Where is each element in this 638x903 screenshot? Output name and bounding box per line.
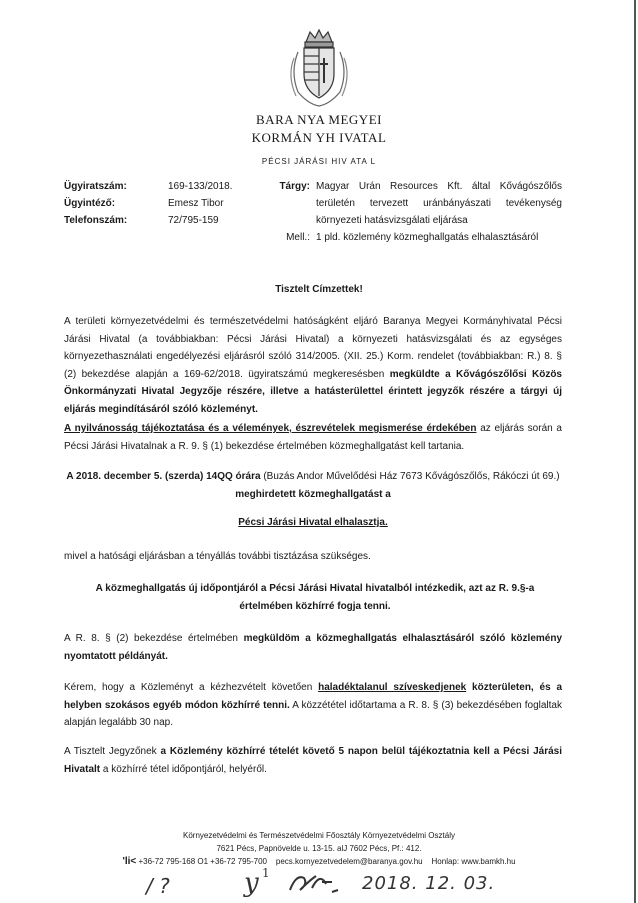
paragraph-5: mivel a hatósági eljárásban a tényállás további tisztázása szükséges. bbox=[64, 551, 371, 562]
coat-of-arms-logo bbox=[284, 28, 354, 108]
p1-text: A területi környezetvédelmi és természetvédelmi hatóságként eljáró Baranya Megyei Kormányhivatal Pécsi Járási Hivatal (a továbbiakban: Pécsi Járási Hivatal) a környezeti hatásvizsgálati és az egységes környezethasználati engedélyezési eljárásról szóló 314/2005. (XII. 25.) Korm. rendelet (továbbiakban: R.) 8. § (2) bekezdése alapján a 169-62/2018. ügyiratszámú megkeresésben bbox=[64, 316, 562, 380]
p3-bold-1: A 2018. december 5. (szerda) 14QQ órára bbox=[66, 471, 261, 482]
p8-bold-underlined: haladéktalanul szíveskedjenek bbox=[318, 682, 467, 693]
org-name-line1: BARA NYA MEGYEI bbox=[256, 112, 382, 127]
p8-text-2: A közzététel időtartama a R. 8. § (3) bekezdésében foglaltak alapján legalább 30 nap. bbox=[64, 699, 562, 728]
footer-email[interactable]: pecs.kornyezetvedelem@baranya.gov.hu bbox=[275, 857, 423, 866]
footer-line-3 bbox=[0, 856, 638, 868]
p3-bold-2: meghirdetett közmeghallgatást a bbox=[235, 488, 391, 500]
p3-text: (Buzás Andor Művelődési Ház 7673 Kővágószőlős, Rákóczi út 69.) bbox=[260, 471, 560, 482]
paragraph-9 bbox=[64, 743, 562, 778]
paragraph-6: A közmeghallgatás új időpontjáról a Pécsi Járási Hivatal hivatalból intézkedik, azt az R. 9.§-a értelmében közhírré fogja tenni. bbox=[95, 583, 535, 612]
officer-value: Emesz Tibor bbox=[168, 198, 224, 209]
case-number-value: 169-133/2018. bbox=[168, 181, 233, 192]
footer-phone-icon: 'li< bbox=[122, 856, 137, 867]
meta-block bbox=[64, 178, 244, 229]
footer-line-2: 7621 Pécs, Papnövelde u. 13-15. alJ 7602 Pécs, Pf.: 412. bbox=[216, 844, 422, 853]
paragraph-1 bbox=[64, 313, 562, 418]
paragraph-8 bbox=[64, 679, 562, 732]
footer-phone: +36-72 795-168 O1 +36-72 795-700 bbox=[138, 857, 267, 866]
paragraph-7 bbox=[64, 630, 562, 665]
handwritten-initials-signature bbox=[286, 870, 356, 903]
subject-value: Magyar Urán Resources Kft. által Kővágószőlős területén tervezett uránbányászati tevékenység környezeti hatásvizsgálati eljárása bbox=[316, 181, 562, 226]
phone-label: Telefonszám: bbox=[64, 215, 128, 226]
org-name-line2: KORMÁN YH IVATAL bbox=[251, 130, 387, 145]
phone-row bbox=[64, 212, 244, 229]
case-number-row bbox=[64, 178, 244, 195]
p7-bold: megküldöm a közmeghallgatás elhalasztásáról szóló közlemény nyomtatott példányát. bbox=[64, 633, 563, 662]
office-name: PÉCSI JÁRÁSI HIV ATA L bbox=[261, 157, 377, 166]
footer-line-1: Környezetvédelmi és Természetvédelmi Főosztály Környezetvédelmi Osztály bbox=[183, 831, 455, 840]
case-number-label: Ügyiratszám: bbox=[64, 181, 127, 192]
footer-website[interactable]: Honlap: www.bamkh.hu bbox=[431, 857, 516, 866]
p8-text-1: Kérem, hogy a Közleményt a kézhezvételt követően bbox=[64, 682, 319, 693]
attachment-value: 1 pld. közlemény közmeghallgatás elhalasztásáról bbox=[316, 232, 539, 243]
subject-label: Tárgy: bbox=[279, 181, 310, 192]
p7-text: A R. 8. § (2) bekezdése értelmében bbox=[64, 633, 244, 644]
handwritten-date: 2018. 12. 03. bbox=[362, 873, 496, 894]
handwritten-mark-left: / ? bbox=[146, 874, 170, 898]
paragraph-2 bbox=[64, 420, 562, 455]
phone-value: 72/795-159 bbox=[168, 215, 219, 226]
p9-bold: a Közlemény közhírré tételét követő 5 napon belül tájékoztatnia kell a Pécsi Járási Hivatalt bbox=[64, 746, 562, 775]
p8-bold: közterületen, és a helyben szokásos egyéb módon közhírré tenni. bbox=[64, 682, 563, 711]
officer-row bbox=[64, 195, 244, 212]
p9-text-2: a közhírré tétel időpontjáról, helyéről. bbox=[100, 763, 267, 775]
p1-bold: megküldte a Kővágószőlősi Közös Önkormányzati Hivatal Jegyzője részére, illetve a hatásterülettel érintett jegyzők részére a tárgyi új eljárás megindításáról szóló közleményt. bbox=[64, 368, 562, 415]
scan-edge-line bbox=[634, 0, 636, 903]
paragraph-3 bbox=[64, 468, 562, 503]
handwritten-superscript: 1 bbox=[262, 866, 270, 880]
p2-text: az eljárás során a Pécsi Járási Hivatalnak a R. 9. § (1) bekezdése értelmében közmeghallgatást kell tartania. bbox=[64, 423, 562, 452]
officer-label: Ügyintéző: bbox=[64, 198, 116, 209]
attachment-label: Mell.: bbox=[286, 232, 310, 243]
paragraph-4: Pécsi Járási Hivatal elhalasztja. bbox=[238, 517, 388, 528]
salutation: Tisztelt Címzettek! bbox=[275, 284, 363, 295]
p9-text-1: A Tisztelt Jegyzőnek bbox=[64, 746, 161, 757]
p2-bold: A nyilvánosság tájékoztatása és a vélemények, észrevételek megismerése érdekében bbox=[64, 423, 477, 434]
handwritten-mark-mid: y bbox=[244, 868, 259, 898]
